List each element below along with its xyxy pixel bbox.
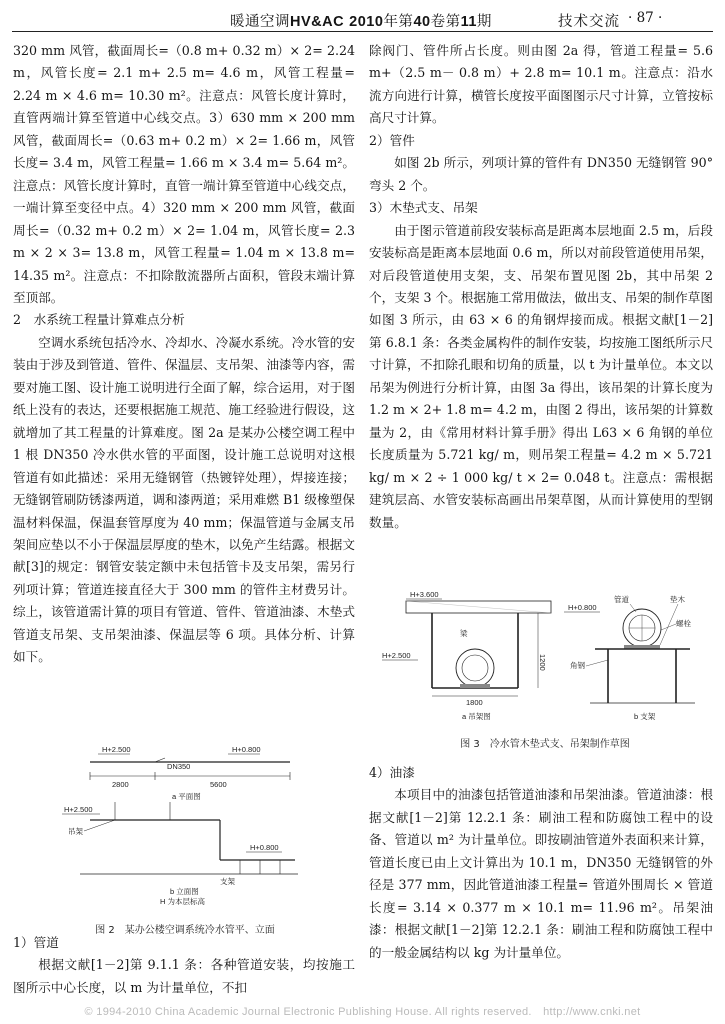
figure-2-caption: 图 2 某办公楼空调系统冷水管平、立面: [95, 925, 275, 936]
fig3-angle-label: 角钢: [570, 661, 585, 670]
fig3-pipe-label: 管道: [614, 595, 629, 604]
fig3-elev-pipe: H+2.500: [382, 651, 411, 660]
fig3-dim-height: 1200: [538, 654, 547, 671]
fig2-dim-left: 2800: [112, 780, 129, 789]
fig3-elev-top: H+3.600: [410, 590, 439, 599]
journal-volume-unit: 卷第: [430, 14, 461, 30]
fig3-beam-label: 梁: [460, 629, 468, 638]
fig3-bolt-label: 螺栓: [676, 619, 691, 628]
paragraph: 本项目中的油漆包括管道油漆和吊架油漆。管道油漆：根据文献[1－2]第 12.2.1 条：刷油工程和防腐蚀工程中的设备、管道以 m² 为计量单位。即按刷油管道外表面积来计算，管道长度已由上文计算出为 10.1 m，DN350 无缝钢管的外径是 377 mm，因此管道油漆工程量= 管道外围周长 × 管道长度= 3.14 × 0.377 m × 10.1 m= 11.96 m²。吊架油漆：根据文献[1－2]第 12.2.1 条：刷油工程和防腐蚀工程中的一般金属结构以 kg 为计量单位。: [369, 787, 713, 960]
figure-3: [380, 588, 710, 750]
section-heading: 2）管件: [369, 132, 415, 148]
fig2-hanger-label: 吊架: [68, 827, 83, 836]
section-heading: 1）管道: [13, 935, 59, 950]
journal-issue: 11: [460, 14, 477, 30]
fig3-dim-width: 1800: [466, 698, 483, 707]
right-column-bottom: [369, 762, 713, 964]
paragraph: 除阀门、管件所占长度。则由图 2a 得，管道工程量= 5.6 m+（2.5 m－ 0.8 m）+ 2.8 m= 10.1 m。注意点：沿水流方向进行计算，横管长度按平面图图示尺寸计算，立管按标高尺寸计算。: [369, 43, 713, 126]
fig2-sub-b: b 立面图: [170, 887, 199, 896]
left-column-bottom: [13, 932, 355, 999]
fig2-elev-note: H 为本层标高: [160, 897, 205, 906]
fig2-support-label: 支架: [220, 877, 235, 886]
paragraph: 如图 2b 所示，列项计算的管件有 DN350 无缝钢管 90°弯头 2 个。: [369, 155, 713, 193]
journal-code: HV&AC: [290, 14, 345, 30]
page-number: · 87 ·: [628, 10, 663, 26]
section-heading: 3）木垫式支、吊架: [369, 200, 478, 216]
journal-volume: 40: [413, 14, 431, 30]
fig2-pipe-label: DN350: [167, 762, 191, 771]
figure-2: [60, 742, 310, 936]
fig2-dim-right: 5600: [210, 780, 227, 789]
journal-issue-line: [230, 10, 492, 31]
fig3-elev-floor: H+0.800: [568, 603, 597, 612]
fig2-elev-high-label-2: H+2.500: [64, 805, 93, 814]
section-heading: 4）油漆: [369, 765, 415, 780]
running-header: [0, 0, 725, 34]
right-column: [369, 40, 713, 600]
section-title: 技术交流: [558, 14, 620, 30]
journal-prefix: 暖通空调: [230, 14, 290, 30]
fig3-sub-a: a 吊架图: [462, 712, 491, 721]
paragraph: 由于图示管道前段安装标高是距离本层地面 2.5 m，后段安装标高是距离本层地面 0.6 m，所以对前段管道使用吊架，对后段管道使用支架，支、吊架布置见图 2b，其中吊架 2 个，支架 3 个。根据施工常用做法，做出支、吊架的制作草图如图 3 所示，由 63 × 6 的角钢焊接而成。根据文献[1－2]第 6.8.1 条：各类金属构件的制作安装，均按施工图纸所示尺寸计算，不扣除孔眼和切角的质量，以 t 为计量单位。本文以吊架为例进行分析计算，由图 3a 得出，该吊架的计算长度为 1.2 m × 2+ 1.8 m= 4.2 m，由图 2 得出，该吊架的计算数量为 2，由《常用材料计算手册》得出 L63 × 6 角钢的单位长度质量为 5.721 kg/ m，则吊架工程量= 4.2 m × 5.721 kg/ m × 2 ÷ 1 000 kg/ t × 2= 0.048 t。注意点：需根据建筑层高、水管安装标高画出吊架草图，从而计算使用的型钢数量。: [369, 222, 713, 530]
fig2-elev-low-label-plan: H+0.800: [232, 745, 261, 754]
figure-3-caption: 图 3 冷水管木垫式支、吊架制作草图: [460, 739, 630, 750]
figure-3-drawing: [380, 588, 710, 733]
figure-2-drawing: [60, 742, 310, 917]
journal-year-unit: 年第: [383, 14, 414, 30]
paragraph: 根据文献[1－2]第 9.1.1 条：各种管道安装，均按施工图所示中心长度，以 m 为计量单位，不扣: [13, 957, 355, 995]
fig3-sub-b: b 支架: [634, 712, 656, 721]
left-column: [13, 40, 355, 742]
fig3-wood-label: 垫木: [670, 595, 685, 604]
fig2-sub-a: a 平面图: [172, 792, 201, 801]
section-heading: 2 水系统工程量计算难点分析: [13, 312, 185, 328]
journal-issue-unit: 期: [476, 14, 492, 30]
watermark: © 1994-2010 China Academic Journal Electronic Publishing House. All rights reserved. http://www.cnki.net: [84, 1006, 641, 1018]
paragraph: 320 mm 风管，截面周长=（0.8 m+ 0.32 m）× 2= 2.24 m，风管长度= 2.1 m+ 2.5 m= 4.6 m，风管工程量= 2.24 m × 4.6 m= 10.30 m²。注意点：风管长度计算时，直管两端计算至管道中心线交点。3）630 mm × 200 mm 风管，截面周长=（0.63 m+ 0.2 m）× 2= 1.66 m，风管长度= 3.4 m，风管工程量= 1.66 m × 3.4 m= 5.64 m²。注意点：风管长度计算时，直管一端计算至管道中心线交点，一端计算至变径中点。4）320 mm × 200 mm 风管，截面周长=（0.32 m+ 0.2 m）× 2= 1.04 m，风管长度= 2.3 m × 2 × 3= 13.8 m，风管工程量= 1.04 m × 13.8 m= 14.35 m²。注意点：不扣除散流器所占面积，管段末端计算至顶部。: [13, 43, 355, 305]
fig2-elev-low-label: H+0.800: [250, 843, 279, 852]
header-rule: [12, 31, 713, 32]
fig2-elev-high-label: H+2.500: [102, 745, 131, 754]
paragraph: 空调水系统包括冷水、冷却水、冷凝水系统。冷水管的安装由于涉及到管道、管件、保温层、支吊架、油漆等内容，需要对施工图、设计施工说明进行全面了解，综合运用，对于图纸上没有的表达，还要根据施工规范、施工经验进行假设，这就增加了其工程量的计算难度。图 2a 是某办公楼空调工程中 1 根 DN350 冷水供水管的平面图，设计施工总说明对这根管道有如此描述：采用无缝钢管（热镀锌处理），焊接连接；无缝钢管刷防锈漆两道，调和漆两道；采用难燃 B1 级橡塑保温材料保温，保温套管厚度为 40 mm；保温管道与金属支吊架间应垫以不小于保温层厚度的垫木，以免产生结露。根据文献[3]的规定：钢管安装定额中未包括管卡及支吊架，需另行列项计算；管道连接直径大于 300 mm 的管件主材费另计。综上，该管道需计算的项目有管道、管件、管道油漆、木垫式管道支吊架、支吊架油漆、保温层等 6 项。具体分析、计算如下。: [13, 334, 355, 665]
journal-year: 2010: [349, 14, 384, 30]
